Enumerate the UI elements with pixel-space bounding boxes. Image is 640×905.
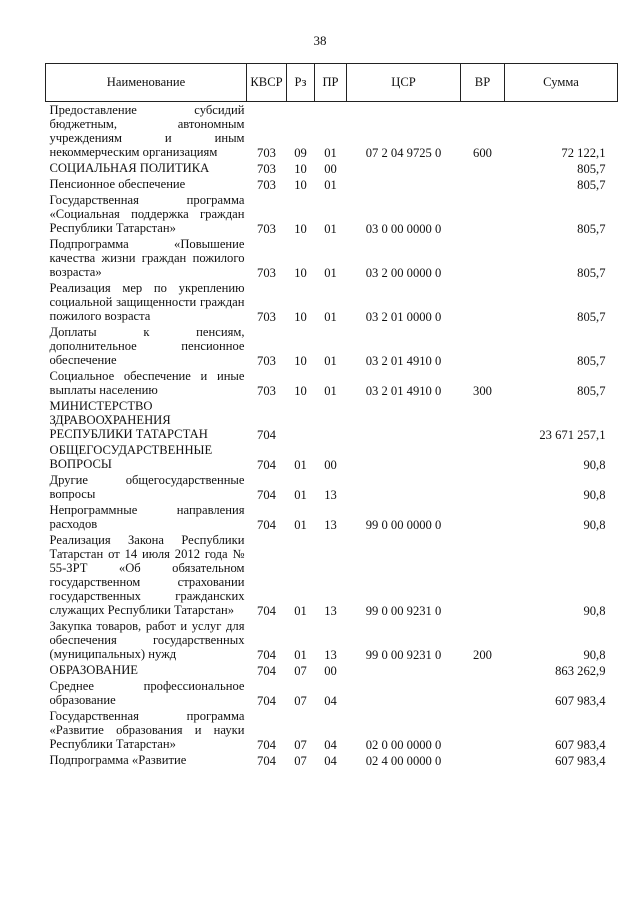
cell-sum: 863 262,9: [555, 664, 606, 678]
cell-pr: 04: [324, 754, 337, 768]
cell-rz: 09: [294, 146, 307, 160]
cell-rz: 01: [294, 458, 307, 472]
cell-csr: [347, 662, 461, 678]
cell-sum: 90,8: [583, 648, 606, 662]
cell-name: Предоставление субсидий бюджетным, автономным учреждениям и иным некоммерческим организациям: [49, 103, 245, 159]
cell-kvsr: 703: [257, 310, 276, 324]
cell-kvsr: 704: [257, 458, 276, 472]
cell-name: Закупка товаров, работ и услуг для обеспечения государственных (муниципальных) нужд: [49, 619, 245, 661]
cell-pr: 01: [324, 310, 337, 324]
header-vr: ВР: [461, 64, 505, 102]
cell-kvsr: 703: [257, 178, 276, 192]
cell-kvsr: 704: [257, 738, 276, 752]
table-row: [46, 324, 618, 368]
cell-vr: [461, 442, 505, 472]
cell-kvsr: 704: [257, 428, 276, 442]
table-row: [46, 442, 618, 472]
cell-rz: 10: [294, 266, 307, 280]
table-body: [46, 102, 618, 769]
cell-sum: 607 983,4: [555, 694, 606, 708]
cell-csr: [347, 678, 461, 708]
cell-csr: [347, 472, 461, 502]
table-row: [46, 618, 618, 662]
header-csr: ЦСР: [347, 64, 461, 102]
cell-kvsr: 703: [257, 354, 276, 368]
cell-sum: 90,8: [583, 604, 606, 618]
table-row: [46, 532, 618, 618]
cell-vr: [461, 678, 505, 708]
cell-name: Пенсионное обеспечение: [49, 177, 186, 191]
cell-vr: 300: [473, 384, 492, 398]
cell-name: МИНИСТЕРСТВО ЗДРАВООХРАНЕНИЯ РЕСПУБЛИКИ ТАТАРСТАН: [49, 399, 208, 441]
cell-kvsr: 704: [257, 648, 276, 662]
cell-vr: [461, 324, 505, 368]
cell-csr: 02 4 00 0000 0: [365, 754, 442, 768]
cell-rz: 07: [294, 664, 307, 678]
cell-kvsr: 703: [257, 266, 276, 280]
cell-pr: 00: [324, 458, 337, 472]
cell-rz: 01: [294, 604, 307, 618]
table-row: [46, 662, 618, 678]
cell-sum: 607 983,4: [555, 738, 606, 752]
table-row: [46, 502, 618, 532]
cell-sum: 90,8: [583, 488, 606, 502]
cell-vr: [461, 236, 505, 280]
table-row: [46, 752, 618, 768]
cell-vr: [461, 398, 505, 442]
cell-vr: [461, 752, 505, 768]
cell-sum: 72 122,1: [561, 146, 606, 160]
cell-pr: 01: [324, 178, 337, 192]
cell-sum: 805,7: [577, 178, 606, 192]
cell-pr: 01: [324, 384, 337, 398]
cell-pr: 00: [324, 664, 337, 678]
cell-csr: 03 2 00 0000 0: [365, 266, 442, 280]
cell-vr: [461, 502, 505, 532]
table-row: [46, 678, 618, 708]
cell-sum: 805,7: [577, 354, 606, 368]
table-row: [46, 160, 618, 176]
cell-sum: 805,7: [577, 222, 606, 236]
cell-kvsr: 704: [257, 518, 276, 532]
cell-vr: [461, 192, 505, 236]
cell-vr: [461, 176, 505, 192]
cell-rz: 10: [294, 222, 307, 236]
cell-rz: 10: [294, 178, 307, 192]
cell-vr: [461, 662, 505, 678]
cell-csr: 03 2 01 0000 0: [365, 310, 442, 324]
cell-kvsr: 703: [257, 146, 276, 160]
table-row: [46, 176, 618, 192]
cell-rz: 07: [294, 754, 307, 768]
cell-csr: [347, 160, 461, 176]
cell-rz: 10: [294, 384, 307, 398]
cell-kvsr: 703: [257, 162, 276, 176]
cell-csr: [347, 176, 461, 192]
cell-csr: 02 0 00 0000 0: [365, 738, 442, 752]
cell-kvsr: 704: [257, 604, 276, 618]
cell-name: Непрограммные направления расходов: [49, 503, 245, 531]
cell-sum: 607 983,4: [555, 754, 606, 768]
cell-vr: [461, 280, 505, 324]
table-row: [46, 368, 618, 398]
cell-rz: 01: [294, 648, 307, 662]
header-kvsr: КВСР: [247, 64, 287, 102]
cell-csr: 03 2 01 4910 0: [365, 384, 442, 398]
cell-rz: 10: [294, 310, 307, 324]
table-row: [46, 192, 618, 236]
table-row: [46, 236, 618, 280]
cell-name: Доплаты к пенсиям, дополнительное пенсионное обеспечение: [49, 325, 245, 367]
cell-kvsr: 704: [257, 754, 276, 768]
cell-name: Государственная программа «Социальная поддержка граждан Республики Татарстан»: [49, 193, 245, 235]
cell-sum: 805,7: [577, 266, 606, 280]
cell-sum: 805,7: [577, 310, 606, 324]
cell-sum: 805,7: [577, 162, 606, 176]
cell-name: ОБЩЕГОСУДАРСТВЕННЫЕ ВОПРОСЫ: [49, 443, 213, 471]
cell-csr: 07 2 04 9725 0: [365, 146, 442, 160]
cell-rz: 07: [294, 738, 307, 752]
header-sum: Сумма: [505, 64, 618, 102]
cell-csr: 99 0 00 0000 0: [365, 518, 442, 532]
cell-pr: 04: [324, 738, 337, 752]
cell-pr: 00: [324, 162, 337, 176]
cell-rz: 01: [294, 488, 307, 502]
header-rz: Рз: [287, 64, 315, 102]
cell-kvsr: 704: [257, 694, 276, 708]
cell-sum: 90,8: [583, 518, 606, 532]
cell-csr: [347, 398, 461, 442]
cell-pr: 01: [324, 146, 337, 160]
cell-pr: 01: [324, 222, 337, 236]
cell-csr: 99 0 00 9231 0: [365, 648, 442, 662]
page-number: 38: [313, 33, 327, 48]
cell-csr: 03 0 00 0000 0: [365, 222, 442, 236]
cell-kvsr: 704: [257, 664, 276, 678]
cell-vr: [461, 472, 505, 502]
table-row: [46, 472, 618, 502]
cell-rz: [287, 398, 315, 442]
cell-pr: 01: [324, 354, 337, 368]
cell-name: Социальное обеспечение и иные выплаты населению: [49, 369, 245, 397]
cell-csr: 03 2 01 4910 0: [365, 354, 442, 368]
cell-vr: [461, 708, 505, 752]
table-row: [46, 102, 618, 161]
cell-pr: [315, 398, 347, 442]
table-header: [46, 64, 618, 102]
table-row: [46, 280, 618, 324]
cell-sum: 805,7: [577, 384, 606, 398]
header-pr: ПР: [315, 64, 347, 102]
cell-name: СОЦИАЛЬНАЯ ПОЛИТИКА: [49, 161, 210, 175]
cell-sum: 23 671 257,1: [539, 428, 606, 442]
cell-vr: 600: [473, 146, 492, 160]
cell-sum: 90,8: [583, 458, 606, 472]
cell-name: Государственная программа «Развитие образования и науки Республики Татарстан»: [49, 709, 245, 751]
cell-vr: 200: [473, 648, 492, 662]
cell-name: Другие общегосударственные вопросы: [49, 473, 245, 501]
cell-pr: 01: [324, 266, 337, 280]
table-row: [46, 398, 618, 442]
cell-rz: 10: [294, 162, 307, 176]
cell-pr: 04: [324, 694, 337, 708]
cell-pr: 13: [324, 648, 337, 662]
cell-name: Подпрограмма «Повышение качества жизни граждан пожилого возраста»: [49, 237, 245, 279]
cell-pr: 13: [324, 488, 337, 502]
cell-rz: 10: [294, 354, 307, 368]
cell-kvsr: 703: [257, 384, 276, 398]
cell-name: Реализация Закона Республики Татарстан от 14 июля 2012 года № 55-ЗРТ «Об обязательном государственном страховании государственных гражданских служащих Республики Татарстан»: [49, 533, 245, 617]
cell-name: Реализация мер по укреплению социальной защищенности граждан пожилого возраста: [49, 281, 245, 323]
budget-table: [45, 63, 618, 768]
cell-pr: 13: [324, 604, 337, 618]
cell-vr: [461, 160, 505, 176]
cell-vr: [461, 532, 505, 618]
header-name: Наименование: [46, 64, 247, 102]
cell-name: Среднее профессиональное образование: [49, 679, 245, 707]
cell-csr: 99 0 00 9231 0: [365, 604, 442, 618]
table-row: [46, 708, 618, 752]
cell-kvsr: 704: [257, 488, 276, 502]
cell-pr: 13: [324, 518, 337, 532]
cell-name: Подпрограмма «Развитие: [49, 753, 187, 767]
cell-csr: [347, 442, 461, 472]
cell-name: ОБРАЗОВАНИЕ: [49, 663, 138, 677]
cell-rz: 01: [294, 518, 307, 532]
cell-kvsr: 703: [257, 222, 276, 236]
cell-rz: 07: [294, 694, 307, 708]
